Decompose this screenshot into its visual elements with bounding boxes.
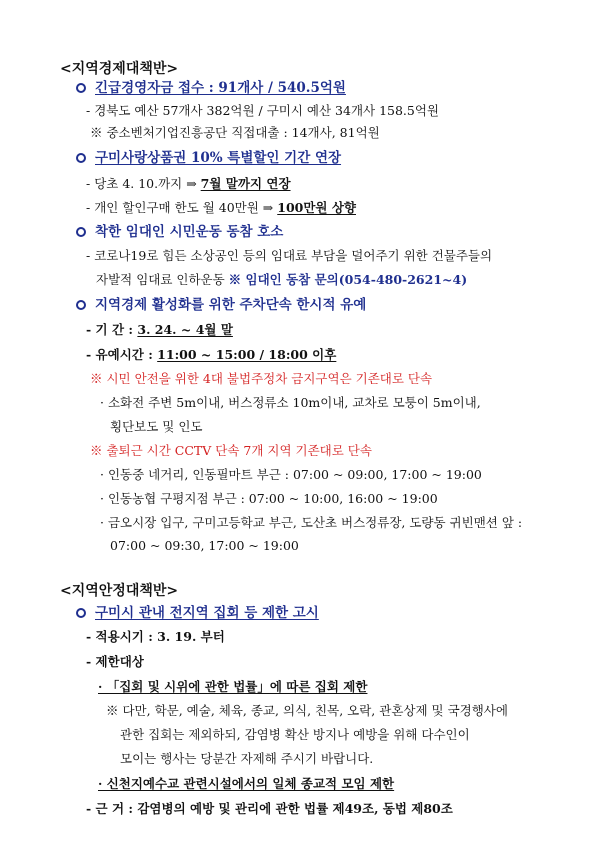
item-parking-grace-title: 지역경제 활성화를 위한 주차단속 한시적 유예 <box>76 296 366 314</box>
legal-basis-line: - 근 거 : 감염병의 예방 및 관리에 관한 법률 제49조, 동법 제80조 <box>86 801 453 816</box>
funds-direct-loan-note: ※ 중소벤처기업진흥공단 직접대출 : 14개사, 81억원 <box>90 125 380 140</box>
cctv-zone-line-4: 07:00 ~ 09:30, 17:00 ~ 19:00 <box>110 538 299 553</box>
assembly-exception-note-3: 모이는 행사는 당분간 자제해 주시기 바랍니다. <box>120 751 374 766</box>
enforcement-zone-line-2: 횡단보도 및 인도 <box>110 419 203 434</box>
circle-bullet-icon <box>76 227 86 237</box>
cctv-zone-line-2: · 인동농협 구평지점 부근 : 07:00 ~ 10:00, 16:00 ~ 19:00 <box>100 491 438 506</box>
parking-period-line: - 기 간 : 3. 24. ~ 4월 말 <box>86 322 233 337</box>
cctv-zone-line-3: · 금오시장 입구, 구미고등학교 부근, 도산초 버스정류장, 도량동 귀빈맨션 앞 : <box>100 515 523 530</box>
item-emergency-funds-title: 긴급경영자금 접수 : 91개사 / 540.5억원 <box>76 79 346 97</box>
circle-bullet-icon <box>76 153 86 163</box>
section-header-stability: <지역안정대책반> <box>60 583 179 599</box>
circle-bullet-icon <box>76 300 86 310</box>
circle-bullet-icon <box>76 83 86 93</box>
assembly-effective-date-line: - 적용시기 : 3. 19. 부터 <box>86 629 225 644</box>
gift-period-line: - 당초 4. 10.까지 ⇒ 7월 말까지 연장 <box>86 176 291 191</box>
religious-meeting-restriction-line: · 신천지예수교 관련시설에서의 일체 종교적 모임 제한 <box>98 776 395 791</box>
gift-limit-line: - 개인 할인구매 한도 월 40만원 ⇒ 100만원 상향 <box>86 200 356 215</box>
item-gift-certificate-title: 구미사랑상품권 10% 특별할인 기간 연장 <box>76 149 341 167</box>
item-landlord-campaign-title: 착한 임대인 시민운동 동참 호소 <box>76 223 283 241</box>
cctv-zone-line-1: · 인동중 네거리, 인동필마트 부근 : 07:00 ~ 09:00, 17:00 ~ 19:00 <box>100 467 482 482</box>
landlord-desc-line: - 코로나19로 힘든 소상공인 등의 임대료 부담을 덜어주기 위한 건물주들의 <box>86 248 493 263</box>
parking-enforcement-note-2: ※ 출퇴근 시간 CCTV 단속 7개 지역 기존대로 단속 <box>90 443 372 458</box>
landlord-desc-line-2: 자발적 임대료 인하운동 ※ 임대인 동참 문의(054-480-2621~4) <box>96 272 468 287</box>
section-header-economy: <지역경제대책반> <box>60 61 179 77</box>
assembly-targets-line: - 제한대상 <box>86 654 144 669</box>
assembly-exception-note: ※ 다만, 학문, 예술, 체육, 종교, 의식, 친목, 오락, 관혼상제 및 국경행사에 <box>106 703 508 718</box>
funds-budget-line: - 경북도 예산 57개사 382억원 / 구미시 예산 34개사 158.5억원 <box>86 103 440 118</box>
item-assembly-restriction-title: 구미시 관내 전지역 집회 등 제한 고시 <box>76 604 319 622</box>
circle-bullet-icon <box>76 608 86 618</box>
parking-enforcement-note-1: ※ 시민 안전을 위한 4대 불법주정차 금지구역은 기존대로 단속 <box>90 371 433 386</box>
parking-hours-line: - 유예시간 : 11:00 ~ 15:00 / 18:00 이후 <box>86 347 337 362</box>
assembly-exception-note-2: 관한 집회는 제외하되, 감염병 확산 방지나 예방을 위해 다수인이 <box>120 727 470 742</box>
enforcement-zone-line-1: · 소화전 주변 5m이내, 버스정류소 10m이내, 교차로 모퉁이 5m이내, <box>100 395 481 410</box>
assembly-law-restriction-line: · 「집회 및 시위에 관한 법률」에 따른 집회 제한 <box>98 679 368 694</box>
